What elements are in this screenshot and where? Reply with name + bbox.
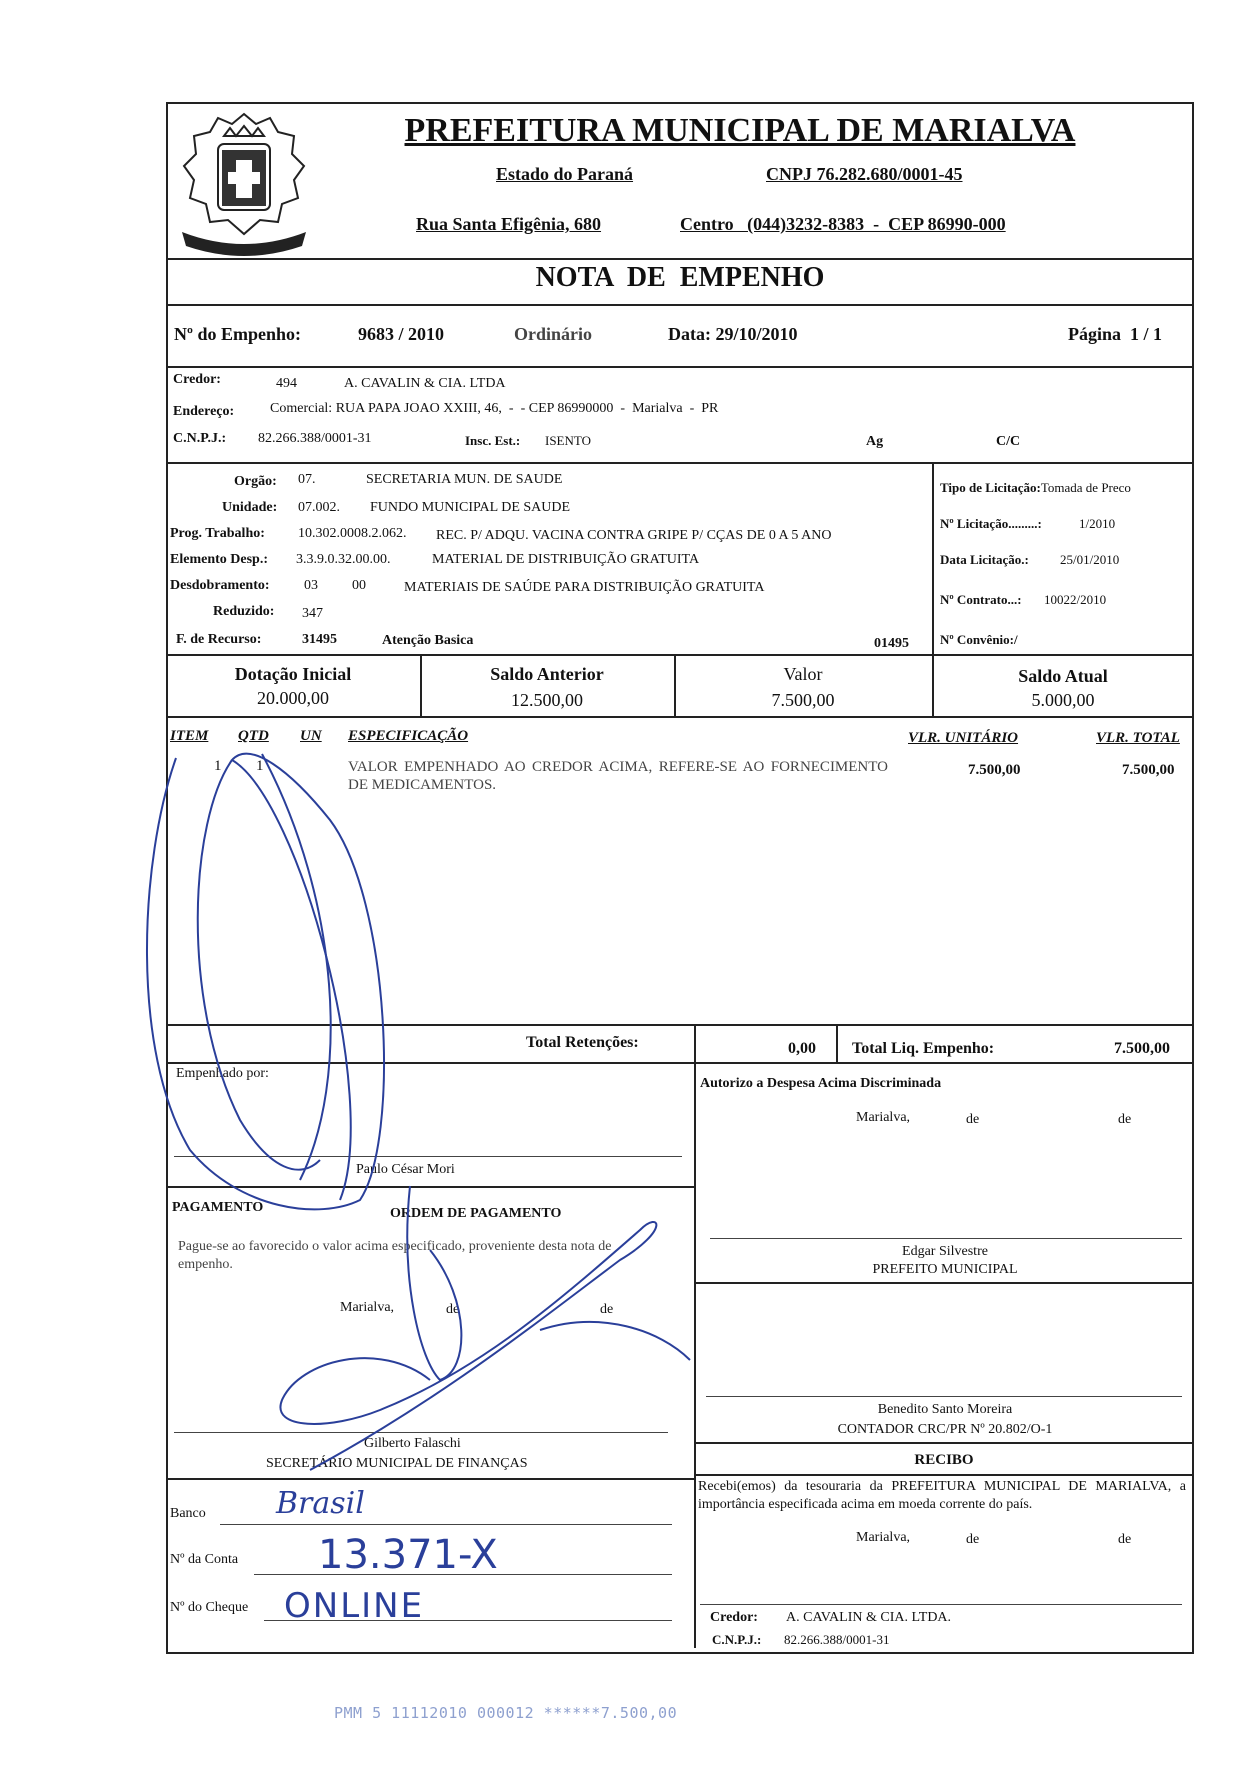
credor-code: 494 — [276, 376, 297, 391]
convenio-label: Nº Convênio:/ — [940, 632, 1018, 647]
conta-handwritten: 13.371-X — [318, 1532, 498, 1578]
item-qtd: 1 — [256, 758, 264, 774]
recurso-code: 01495 — [874, 636, 909, 651]
credor-cnpj: 82.266.388/0001-31 — [258, 431, 372, 446]
dotacao-label: Dotação Inicial — [234, 664, 352, 684]
prefeito-signer: Edgar Silvestre — [902, 1244, 988, 1259]
endereco-label: Endereço: — [173, 404, 235, 419]
cc-label: C/C — [996, 434, 1021, 449]
unidade-desc: FUNDO MUNICIPAL DE SAUDE — [370, 500, 571, 515]
recurso-value: 31495 — [302, 632, 337, 647]
recibo-cnpj: 82.266.388/0001-31 — [784, 1632, 890, 1647]
insc-label: Insc. Est.: — [465, 433, 521, 448]
tipo-licitacao-value: Tomada de Preco — [1040, 480, 1131, 495]
contact-label: Centro (044)3232-8383 - CEP 86990-000 — [680, 214, 1006, 234]
reduzido-value: 347 — [302, 606, 323, 621]
cnpj-label: CNPJ 76.282.680/0001-45 — [766, 164, 963, 184]
address-label: Rua Santa Efigênia, 680 — [416, 214, 602, 234]
empenho-type: Ordinário — [514, 324, 593, 344]
banco-label: Banco — [170, 1506, 206, 1521]
orgao-value: 07. — [298, 472, 316, 487]
banco-handwritten: Brasil — [276, 1486, 365, 1521]
conta-label: Nº da Conta — [170, 1552, 239, 1567]
document-title: NOTA DE EMPENHO — [535, 262, 825, 293]
prog-desc: REC. P/ ADQU. VACINA CONTRA GRIPE P/ CÇAS DE 0 A 5 ANO — [436, 528, 832, 543]
ag-label: Ag — [866, 434, 884, 449]
prog-label: Prog. Trabalho: — [170, 526, 265, 541]
saldo-anterior-value: 12.500,00 — [511, 690, 583, 710]
recurso-desc: Atenção Basica — [382, 633, 474, 648]
col-especificacao: ESPECIFICAÇÃO — [348, 728, 469, 744]
pagamento-de1: de — [446, 1302, 460, 1317]
recibo-credor-label: Credor: — [710, 1610, 758, 1625]
valor-value: 7.500,00 — [771, 690, 835, 710]
recibo-cnpj-label: C.N.P.J.: — [712, 1632, 762, 1647]
recibo-city: Marialva, — [856, 1530, 911, 1545]
credor-address: Comercial: RUA PAPA JOAO XXIII, 46, - - CEP 86990000 - Marialva - PR — [270, 401, 719, 416]
col-un: UN — [300, 728, 322, 744]
prog-value: 10.302.0008.2.062. — [298, 526, 407, 541]
licitacao-date: 25/01/2010 — [1060, 552, 1120, 567]
desdobramento-value: 03 — [304, 578, 318, 593]
autorizo-de1: de — [966, 1112, 980, 1127]
reduzido-label: Reduzido: — [213, 604, 275, 619]
desdobramento-sub: 00 — [352, 578, 366, 593]
autorizo-city: Marialva, — [856, 1110, 911, 1125]
prefeito-role: PREFEITO MUNICIPAL — [872, 1262, 1018, 1277]
credor-name: A. CAVALIN & CIA. LTDA — [344, 376, 506, 391]
saldo-atual-label: Saldo Atual — [1018, 666, 1108, 686]
empenho-number-label: Nº do Empenho: — [174, 324, 301, 344]
cheque-label: Nº do Cheque — [170, 1600, 249, 1615]
col-vlr-unitario: VLR. UNITÁRIO — [908, 730, 1019, 746]
elemento-desc: MATERIAL DE DISTRIBUIÇÃO GRATUITA — [432, 552, 700, 567]
cnpj-field-label: C.N.P.J.: — [173, 431, 227, 446]
recibo-de2: de — [1118, 1532, 1132, 1547]
col-vlr-total: VLR. TOTAL — [1096, 730, 1180, 746]
desdobramento-desc: MATERIAIS DE SAÚDE PARA DISTRIBUIÇÃO GRATUITA — [404, 580, 765, 595]
contrato-value: 10022/2010 — [1044, 592, 1107, 607]
empenho-number: 9683 / 2010 — [358, 324, 445, 344]
elemento-label: Elemento Desp.: — [170, 552, 268, 567]
saldo-atual-value: 5.000,00 — [1031, 690, 1095, 710]
total-liq-value: 7.500,00 — [1114, 1040, 1170, 1057]
cheque-handwritten: ONLINE — [284, 1586, 425, 1626]
orgao-label: Orgão: — [234, 474, 277, 489]
contrato-label: Nº Contrato...: — [940, 592, 1022, 607]
pagamento-city: Marialva, — [340, 1300, 395, 1315]
footer-stamp: PMM 5 11112010 000012 ******7.500,00 — [334, 1704, 678, 1722]
col-item: ITEM — [170, 728, 209, 744]
financas-signer: Gilberto Falaschi — [364, 1436, 461, 1451]
item-total-value: 7.500,00 — [1122, 762, 1175, 778]
item-unit-value: 7.500,00 — [968, 762, 1021, 778]
dotacao-value: 20.000,00 — [257, 688, 329, 708]
credor-label: Credor: — [173, 372, 221, 387]
ordem-pagamento-label: ORDEM DE PAGAMENTO — [390, 1206, 562, 1221]
financas-role: SECRETÁRIO MUNICIPAL DE FINANÇAS — [266, 1456, 528, 1471]
autorizo-label: Autorizo a Despesa Acima Discriminada — [700, 1076, 942, 1091]
coat-of-arms-icon — [170, 106, 318, 256]
pagamento-text: Pague-se ao favorecido o valor acima especificado, proveniente desta nota de empenho. — [178, 1239, 612, 1272]
licitacao-date-label: Data Licitação.: — [940, 552, 1029, 567]
desdobramento-label: Desdobramento: — [170, 578, 270, 593]
elemento-value: 3.3.9.0.32.00.00. — [296, 552, 391, 567]
total-liq-label: Total Liq. Empenho: — [852, 1040, 995, 1057]
insc-value: ISENTO — [545, 433, 591, 448]
tipo-licitacao-key: Tipo de Licitação: — [940, 480, 1041, 495]
pagamento-de2: de — [600, 1302, 614, 1317]
saldo-anterior-label: Saldo Anterior — [490, 664, 604, 684]
item-description: VALOR EMPENHADO AO CREDOR ACIMA, REFERE-SE AO FORNECIMENTO DE MEDICAMENTOS. — [348, 759, 888, 793]
recibo-title: RECIBO — [914, 1452, 974, 1468]
recurso-label: F. de Recurso: — [176, 632, 262, 647]
tipo-licitacao-label — [940, 480, 1131, 496]
recibo-de1: de — [966, 1532, 980, 1547]
item-number: 1 — [214, 758, 222, 774]
page-title: PREFEITURA MUNICIPAL DE MARIALVA — [404, 112, 1076, 149]
unidade-value: 07.002. — [298, 500, 340, 515]
unidade-label: Unidade: — [222, 500, 278, 515]
empenhado-signer: Paulo César Mori — [356, 1162, 455, 1177]
recibo-text: Recebi(emos) da tesouraria da PREFEITURA MUNICIPAL DE MARIALVA, a importância especificada acima em moeda corrente do país. — [698, 1479, 1186, 1512]
valor-label: Valor — [783, 664, 823, 684]
autorizo-de2: de — [1118, 1112, 1132, 1127]
page-number: Página 1 / 1 — [1068, 324, 1163, 344]
total-retencoes-label: Total Retenções: — [526, 1034, 639, 1051]
pagamento-label: PAGAMENTO — [172, 1200, 264, 1215]
empenho-date: Data: 29/10/2010 — [668, 324, 798, 344]
col-qtd: QTD — [238, 728, 269, 744]
licitacao-number: 1/2010 — [1079, 516, 1116, 531]
licitacao-number-label: Nº Licitação.........: — [940, 516, 1042, 531]
state-label: Estado do Paraná — [496, 164, 634, 184]
contador-role: CONTADOR CRC/PR Nº 20.802/O-1 — [837, 1422, 1053, 1437]
total-retencoes-value: 0,00 — [788, 1040, 816, 1057]
contador-signer: Benedito Santo Moreira — [877, 1402, 1013, 1417]
orgao-desc: SECRETARIA MUN. DE SAUDE — [366, 472, 563, 487]
empenhado-label: Empenhado por: — [176, 1066, 269, 1081]
recibo-credor: A. CAVALIN & CIA. LTDA. — [786, 1610, 952, 1625]
